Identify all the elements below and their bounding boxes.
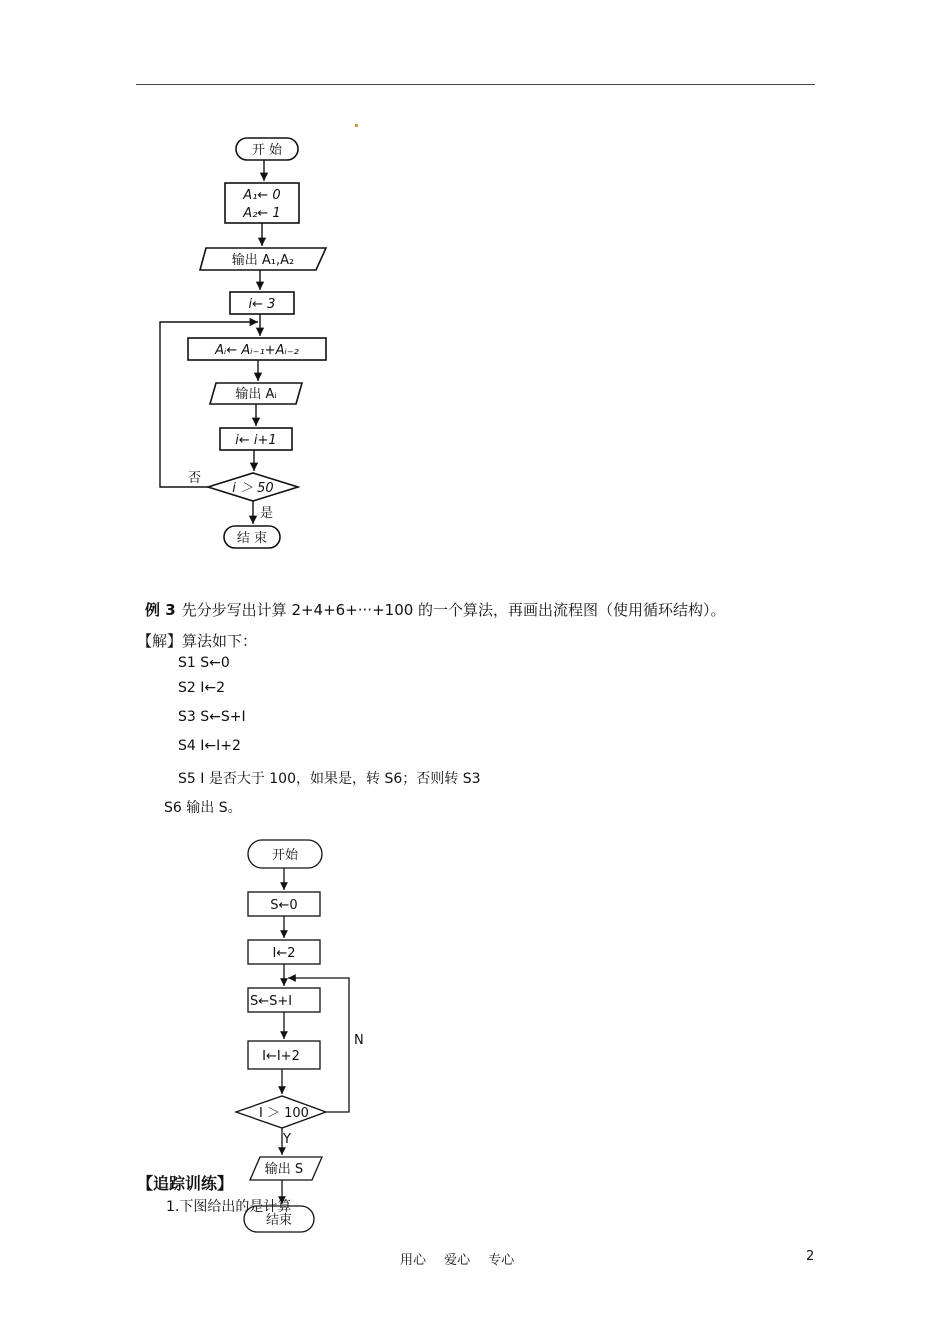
step-s3: S3 S←S+I: [178, 709, 246, 725]
fc1-set-i-label: i← 3: [248, 297, 276, 312]
fc2-step4-label: I←I+2: [262, 1049, 300, 1064]
fc2-step1-label: S←0: [270, 898, 298, 913]
fc1-output2-label: 输出 Aᵢ: [235, 387, 277, 402]
header-rule: [136, 84, 815, 85]
step-s2: S2 I←2: [178, 680, 226, 696]
fc1-condition-label: i ＞ 50: [232, 481, 274, 496]
fc1-init1-label: A₁← 0: [243, 188, 281, 203]
page-footer: 用心 爱心 专心: [400, 1253, 515, 1268]
fc1-end-label: 结 束: [236, 531, 268, 546]
training-question-1: 1.下图给出的是计算: [166, 1199, 292, 1215]
fc1-increment-label: i← i+1: [235, 433, 277, 448]
fc2-end-label: 结束: [265, 1213, 293, 1228]
fc2-output-label: 输出 S: [264, 1162, 304, 1177]
fc1-output1-label: 输出 A₁,A₂: [231, 253, 295, 268]
flowchart-even-sum: [226, 830, 386, 1240]
step-s4: S4 I←I+2: [178, 738, 241, 754]
step-s6: S6 输出 S。: [164, 800, 242, 816]
example-label: 例 3: [145, 601, 176, 619]
step-s5: S5 I 是否大于 100，如果是，转 S6；否则转 S3: [178, 771, 481, 787]
flowchart-fibonacci: [148, 128, 368, 558]
solution-heading: 【解】算法如下：: [137, 632, 258, 650]
example-3-line: [145, 599, 726, 620]
fc2-yes-label: Y: [283, 1132, 291, 1147]
fc2-step2-label: I←2: [272, 946, 296, 961]
example-text: 先分步写出计算 2+4+6+···+100 的一个算法，再画出流程图（使用循环结构）。: [181, 601, 726, 619]
fc2-step3-label: S←S+I: [249, 994, 293, 1009]
fc1-yes-label: 是: [260, 506, 274, 521]
step-s1: S1 S←0: [178, 655, 230, 671]
stray-dot: [355, 124, 358, 127]
fc1-compute-label: Aᵢ← Aᵢ₋₁+Aᵢ₋₂: [215, 343, 299, 358]
training-heading: 【追踪训练】: [137, 1174, 234, 1193]
fc1-start-label: 开 始: [251, 143, 283, 158]
fc1-init2-label: A₂← 1: [243, 206, 281, 221]
fc2-start-label: 开始: [271, 848, 299, 863]
fc2-no-label: N: [354, 1033, 364, 1048]
page-number: 2: [806, 1249, 815, 1264]
fc2-condition-label: I ＞ 100: [259, 1106, 309, 1121]
fc1-no-label: 否: [188, 471, 202, 486]
